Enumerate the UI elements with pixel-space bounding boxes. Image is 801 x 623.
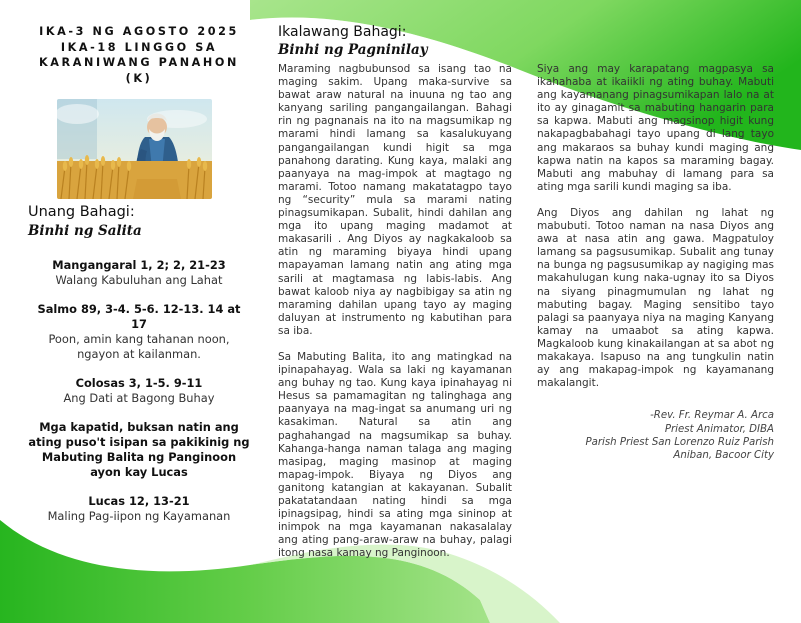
invitation-line: ayon kay Lucas [90, 465, 188, 479]
right-column [537, 63, 774, 462]
title-line: IKA-3 NG AGOSTO 2025 [39, 25, 239, 38]
signature-line: Priest Animator, DIBA [664, 423, 774, 435]
invitation-line: ating puso't isipan sa pakikinig ng [28, 435, 250, 449]
title-line: (K) [125, 71, 153, 85]
bulletin-title [28, 24, 250, 86]
reading-theme: Walang Kabuluhan ang Lahat [55, 273, 223, 287]
signature-line: -Rev. Fr. Reymar A. Arca [650, 410, 774, 422]
part-two-subtitle: Binhi ng Pagninilay [278, 42, 428, 58]
part-two-label: Ikalawang Bahagi: [278, 24, 407, 40]
left-column [28, 24, 250, 524]
gospel-reading [28, 494, 250, 524]
invitation-line: Mga kapatid, buksan natin ang [39, 420, 239, 434]
second-reading [28, 376, 250, 406]
invitation-line: Mabuting Balita ng Panginoon [41, 450, 237, 464]
reading-reference: Mangangaral 1, 2; 2, 21-23 [52, 258, 226, 272]
psalm-reading [28, 302, 250, 362]
reading-reference: Salmo 89, 3-4. 5-6. 12-13. 14 at 17 [37, 302, 241, 331]
part-one-label: Unang Bahagi: [28, 204, 135, 220]
reading-theme: Poon, amin kang tahanan noon, [48, 332, 230, 346]
reflection-paragraph: Ang Diyos ang dahilan ng lahat ng mabubuti. Totoo naman na nasa Diyos ang awa at nasa atin ang gawa. Magpatuloy lamang sa pagsusumikap. Subalit ang tunay na bunga ng pagsusumikap ay nagiging mas makahulugan kung naka-ugnay ito sa Diyos na siyang pinagmumulan ng lahat ng mabuting bagay. Maging sensitibo tayo palagi sa paanyaya niya na maging Kanyang kamay na umaabot sa ating kapwa. Magkaloob kung kinakailangan at sa abot ng makakaya. Isapuso na ang tungkulin natin ay ang makapag-impok ng kayamanang makalangit. [537, 206, 774, 390]
title-line: IKA-18 LINGGO SA [60, 40, 218, 54]
signature-line: Aniban, Bacoor City [673, 450, 774, 462]
first-reading [28, 258, 250, 288]
wheat-farmer-icon [57, 99, 212, 199]
reading-theme: ngayon at kailanman. [77, 347, 201, 361]
reflection-paragraph: Sa Mabuting Balita, ito ang matingkad na ipinapahayag. Wala sa laki ng kayamanan ang buhay ng tao. Kung kaya ipinahayag ni Hesus sa pamamagitan ng talinghaga ang paanyaya na mag-ingat sa anumang uri ng kasakiman. Natural sa atin ang paghahangad na magsumikap sa buhay. Kahanga-hanga naman talaga ang maging masipag, maging masinop at maging mapag-impok. Biyaya ng Diyos ang ganitong katangian at kakayanan. Subalit pakatatandaan nating hindi sa mga ipinagsipag, hindi sa ating mga sininop at inimpok na mga kayamanan nakasalalay ang ating pang-araw-araw na buhay, palagi itong nasa kamay ng Panginoon. [278, 350, 512, 560]
reflection-paragraph: Siya ang may karapatang magpasya sa ikahahaba at ikaiikli ng ating buhay. Mabuti ang kayamanang pinagsumikapan lalo na at ito ay ginagamit sa mabuting hangarin para sa kapwa. Mabuti ang magsinop higit kung nakapagbabahagi tayo upang di lang tayo ang makaraos sa buhay kundi maging ang kapwa natin na kapos sa maraming bagay. Mabuti ang mabuhay di lamang para sa ating mga sarili kundi maging sa iba. [537, 63, 774, 193]
title-line: KARANIWANG PANAHON [39, 56, 239, 69]
reflection-paragraph: Maraming nagbubunsod sa isang tao na maging sakim. Upang maka-survive sa bawat araw natural na inuuna ng tao ang kanyang sariling pangangailangan. Bahagi rin ng pagnanais na ito na magsumikap ng marami hindi lamang sa kasalukuyang pangangailangan kundi higit sa mga panahong darating. Kung kaya, malaki ang paanyaya na mag-impok at magtago ng marami. Totoo namang makatatagpo tayo ng “security” mula sa marami nating pinagsumikapan. Subalit, hindi dahilan ang mga ito upang maging madamot at makasarili . Ang Diyos ay nagkakaloob sa atin ng maraming biyaya hindi upang mapayaman lamang natin ang ating mga sarili at magtamasa ng labis-labis. Ang bawat kaloob niya ay nagbibigay sa atin ng maraming dahilan upang tayo ay maging daluyan at instrumento ng kabutihan para sa iba. [278, 63, 512, 337]
signature-line: Parish Priest San Lorenzo Ruiz Parish [585, 436, 774, 448]
farmer-in-wheat-field-illustration [57, 99, 212, 199]
reading-reference: Lucas 12, 13-21 [88, 494, 190, 508]
reading-reference: Colosas 3, 1-5. 9-11 [75, 376, 203, 390]
reading-theme: Ang Dati at Bagong Buhay [63, 391, 215, 405]
middle-column [278, 24, 512, 560]
author-signature [537, 409, 774, 462]
gospel-invitation [28, 420, 250, 480]
part-one-subtitle: Binhi ng Salita [28, 223, 142, 239]
reading-theme: Maling Pag-iipon ng Kayamanan [47, 509, 231, 523]
